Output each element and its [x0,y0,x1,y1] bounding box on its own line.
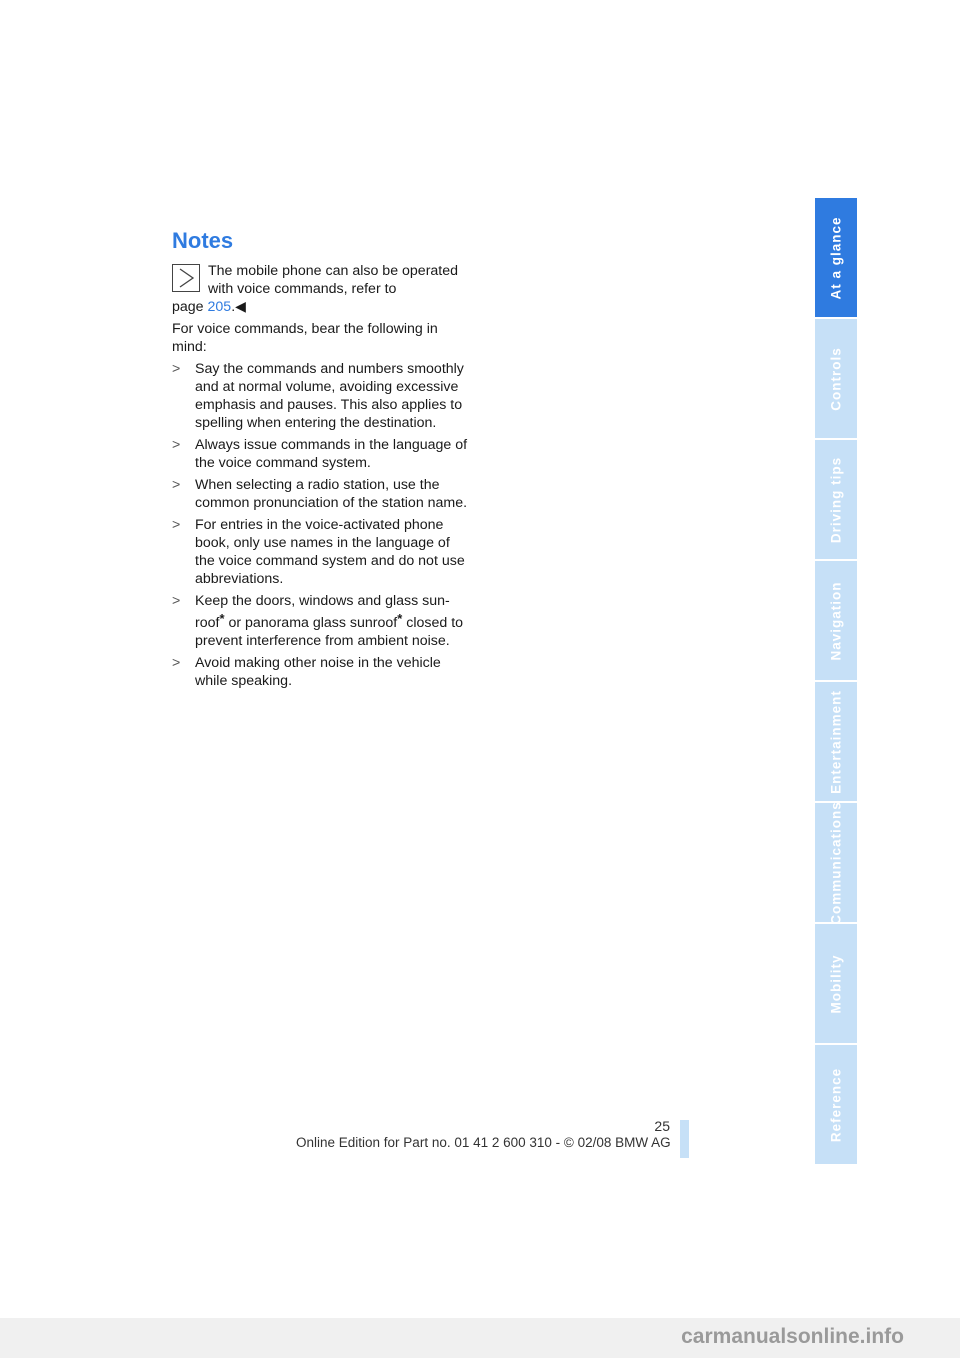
tab-entertainment[interactable]: Entertainment [815,682,857,801]
note-line-3 [172,298,472,316]
chapter-tabs [815,198,857,1166]
bullet-icon: > [172,655,181,671]
tab-controls[interactable]: Controls [815,319,857,438]
list-item: > Avoid making other noise in the vehicle while speaking. [172,655,441,689]
note-line-2: with voice commands, refer to [208,281,397,297]
tab-navigation[interactable]: Navigation [815,561,857,680]
note-icon [172,264,200,292]
tab-driving-tips[interactable]: Driving tips [815,440,857,559]
optional-star-icon: * [397,611,403,626]
page-number: 25 [654,1118,670,1134]
list-item: > Always issue commands in the language of the voice command system. [172,437,468,471]
section-heading: Notes [172,228,234,253]
note-page-prefix: page [172,299,208,315]
bullet-icon: > [172,517,181,533]
voice-tips-list [172,360,472,694]
footer-bar [680,1120,689,1158]
list-item: > When selecting a radio station, use the common pronunciation of the station name. [172,477,468,511]
end-mark: .◀ [231,299,247,315]
tab-at-a-glance[interactable]: At a glance [815,198,857,317]
bullet-icon: > [172,361,181,377]
bullet-icon: > [172,477,181,493]
list-item: > For entries in the voice-activated phone book, only use names in the language of the voice command system and do not use abbreviations. [172,517,465,587]
tab-mobility[interactable]: Mobility [815,924,857,1043]
optional-star-icon: * [219,611,225,626]
tab-communications[interactable]: Communications [815,803,857,922]
intro-text: For voice commands, bear the following in mind: [172,321,438,355]
bullet-icon: > [172,437,181,453]
tab-reference[interactable]: Reference [815,1045,857,1164]
list-item: > Say the commands and numbers smoothly and at normal volume, avoiding excessive emphasis and pauses. This also applies to spelling when entering the destination. [172,361,464,431]
page-link[interactable]: 205 [207,299,232,315]
note-line-1: The mobile phone can also be operated [208,263,459,279]
list-item: > Keep the doors, windows and glass sun-roof* or panorama glass sunroof* closed to prevent interference from ambient noise. [172,593,464,649]
footer-text: Online Edition for Part no. 01 41 2 600 310 - © 02/08 BMW AG [296,1135,671,1150]
watermark: carmanualsonline.info [681,1325,904,1348]
bullet-icon: > [172,593,181,609]
